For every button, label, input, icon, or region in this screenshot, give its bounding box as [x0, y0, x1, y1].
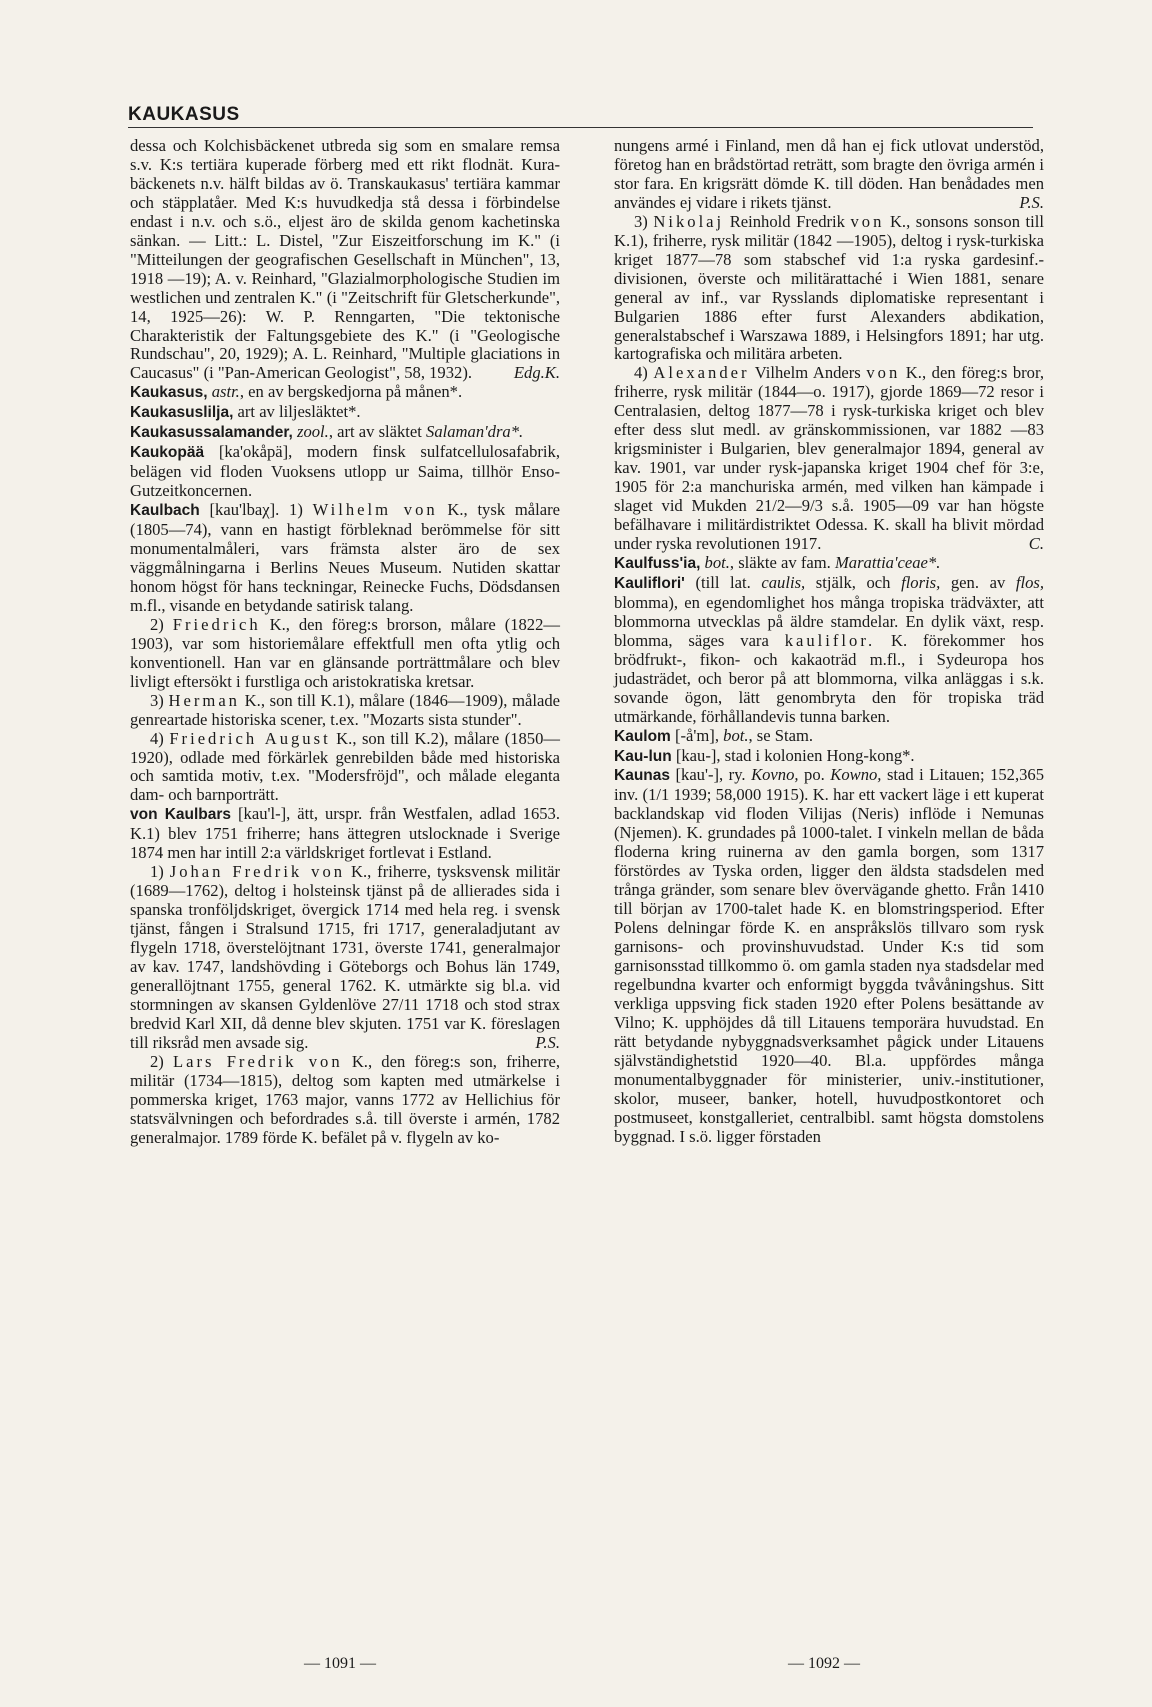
entry-kaulbars-1: 1) Johan Fredrik von K., friherre, tysksvensk militär (1689—1762), deltog i holsteinsk tjänst på de allierades sida i spanska tronföljdskriget, övergick 1714 med hela reg. i svensk tjänst, fången i Stralsund 1715, fri 1717, generaladjutant av flygeln 1718, överstelöjtnant 1731, överste 1741, generalmajor av kav. 1747, landshövding i Göteborgs och Bohus län 1749, generallöjtnant 1755, general 1762. K. utmärkte sig bl.a. vid stormningen av skansen Gyldenlöve 27/11 1718 och stod strax bredvid Karl XII, då denne blev skjuten. 1751 var K. föreslagen till riksråd men avsade sig. P.S.: [130, 862, 560, 1052]
entry-kaulbars-2: 2) Lars Fredrik von K., den föreg:s son, friherre, militär (1734—1815), deltog som kapten med utmärkelse i pommerska kriget, 1763 major, vanns 1772 av Hellichius för statsvälvningen och befordrades s.å. till överste i armén, 1782 generalmajor. 1789 förde K. befälet på v. flygeln av ko-: [130, 1051, 560, 1147]
page-number-right: — 1092 —: [788, 1655, 860, 1672]
headword: Kaukopää: [130, 444, 205, 462]
left-column: [130, 137, 560, 1148]
author-signature: C.: [1028, 534, 1044, 554]
entry-kaukasussalamander: Kaukasussalamander, zool., art av släktet Salaman'dra*.: [130, 422, 524, 442]
entry-kauliflori: Kauliflori' (till lat. caulis, stjälk, och floris, gen. av flos, blomma), en egendomlighet hos många tropiska trädväxter, att blommorna utvecklas på äldre stamdelar. En dylik växt, resp. blomma, säges vara kauliflor. K. förekommer hos brödfrukt-, fikon- och kakaoträd m.fl., i Sydeuropa hos judasträdet, och beror på att blommorna, vilka anläggas i s.k. sovande ögon, lätt genombryta den för tropiska träd utmärkande, förhållandevis tunna barken.: [614, 572, 1044, 726]
entry-continuation: nungens armé i Finland, men då han ej fick utlovat understöd, företog han en brådstörtad reträtt, som bragte den övriga armén i stor fara. En krigsrätt dömde K. till döden. Han benådades men användes ej vidare i rikets tjänst. P.S.: [614, 136, 1044, 212]
author-signature: P.S.: [1019, 192, 1044, 212]
headword: Kaulom: [614, 727, 671, 745]
headword: von Kaulbars: [130, 806, 232, 824]
entry-kaulbach-2: 2) Friedrich K., den föreg:s brorson, målare (1822—1903), var som historiemålare effektfull men ofta ytlig och konventionell. Han var en glänsande porträttmålare och blev livligt eftersökt i furstliga och aristokratiska kretsar.: [130, 614, 560, 691]
headword: Kau-lun: [614, 747, 672, 765]
entry-kaulbars-4: 4) Alexander Vilhelm Anders von K., den föreg:s bror, friherre, rysk militär (1844—o. 1917), gjorde 1869—72 resor i Centralasien, deltog 1877—78 i rysk-turkiska kriget och blev efter dess slut medl. av gränskommissionen, var 1882 —83 krigsminister i Bulgarien, blev generalmajor 1894, general av kav. 1901, var under rysk-japanska kriget 1904 chef för 3:e, 1905 för 2:a manchuriska armén, med vilken han kämpade i slaget vid Mukden 21/2—9/3 s.å. 1905—09 var han högste befälhavare i militärdistriktet Odessa. K. skall ha blivit mördad under ryska revolutionen 1917. C.: [614, 363, 1044, 554]
entry-kaunas: Kaunas [kau'-], ry. Kovno, po. Kowno, stad i Litauen; 152,365 inv. (1/1 1939; 58,000 1915). K. har ett vackert läge i ett kuperat backlandskap vid floden Vilijas (Neris) inflöde i Nemunas (Njemen). K. grundades på 1000-talet. I vinkeln mellan de båda floderna kring ruinerna av den gamla borgen, som 1317 förstördes av Tyska orden, ligger den äldsta stadsdelen med trånga gränder, som senare blev övervägande ghetto. Från 1410 till början av 1700-talet hade K. en blomstringsperiod. Efter Polens delningar förde K. en anspråkslös tillvaro som rysk garnisons- och provinshuvudstad. Under K:s tid som garnisonsstad tillkommo ö. om gamla staden nya stadsdelar med regelbundna kvarter och enformigt byggda tvåvåningshus. Sitt verkliga uppsving fick staden 1920 efter Polens besättande av Vilno; K. upphöjdes då till Litauens temporära huvudstad. En rätt betydande nybyggnadsverksamhet pågick under Litauens självständighetstid 1920—40. Bl.a. uppfördes många monumentalbyggnader för ministerier, univ.-institutioner, skolor, museer, banker, hotell, huvudpostkontoret och postmuseet, konstgalleriet, centralbibl. samt högsta domstolens byggnad. I s.ö. ligger förstaden: [614, 765, 1045, 1146]
header-rule: [128, 127, 1033, 128]
entry-kaukasus-astr: Kaukasus, astr., en av bergskedjorna på månen*.: [130, 382, 463, 402]
entry-kaulom: Kaulom [-å'm], bot., se Stam.: [614, 725, 814, 745]
author-signature: P.S.: [535, 1032, 560, 1052]
entry-kaukasuslilja: Kaukasuslilja, art av liljesläktet*.: [130, 402, 361, 422]
entry-kaulbach-3: 3) Herman K., son till K.1), målare (1846—1909), målade genreartade historiska scener, t.ex. "Mozarts sista stunder".: [130, 690, 560, 729]
author-signature: Edg.K.: [513, 363, 560, 383]
entry-kaulbars-3: 3) Nikolaj Reinhold Fredrik von K., sonsons sonson till K.1), friherre, rysk militär (1842 —1905), deltog i rysk-turkiska kriget 1877—78 som stabschef vid 1:a ryska gardesinf.-divisionen, överste och militärattaché i Wien 1881, senare general av inf., var Rysslands diplomatiske representant i Bulgarien 1886 efter furst Alexanders abdikation, generalstabschef i Warszawa 1889, i Helsingfors 1891; har utg. kartografiska och militära arbeten.: [614, 211, 1044, 364]
entry-kaulfussia: Kaulfuss'ia, bot., släkte av fam. Marattia'ceae*.: [614, 552, 941, 572]
headword: Kaulbach: [130, 502, 200, 520]
running-head: KAUKASUS: [128, 104, 240, 125]
entry-kaukopaa: Kaukopää [ka'okåpä], modern finsk sulfatcellulosafabrik, belägen vid floden Vuoksens utlopp ur Saima, tillhör Enso-Gutzeitkoncernen.: [130, 442, 560, 501]
headword: Kaunas: [614, 767, 670, 785]
page-number-left: — 1091 —: [304, 1655, 376, 1672]
entry-kaulbach: Kaulbach [kau'lbaχ]. 1) Wilhelm von K., tysk målare (1805—74), vann en hastigt förbleknad berömmelse för sitt monumentalmåleri, vars främsta alster äro de sex väggmålningarna i Berlins Neues Museum. Nutiden skattar honom högst för hans teckningar, Reinecke Fuchs, Dödsdansen m.fl., visande en betydande satirisk talang.: [130, 500, 560, 615]
headword: Kauliflori': [614, 574, 685, 592]
headword: Kaukasuslilja,: [130, 404, 234, 422]
entry-continuation: dessa och Kolchisbäckenet utbreda sig som en smalare remsa s.v. K:s tertiära kuperade förberg med ett rikt flodnät. Kura-bäckenets n.v. hälft bildas av ö. Transkaukasus' tertiära kammar och stäpplatåer. Med K:s huvudkedja stå dessa i förbindelse endast i n.v. och s.ö., eljest äro de skilda genom kachetinska sänkan. — Litt.: L. Distel, "Zur Eiszeitforschung im K." (i "Mitteilungen der geografischen Gesellschaft in München", 13, 1918 —19); A. v. Reinhard, "Glazialmorphologische Studien im westlichen und zentralen K." (i "Zeitschrift für Gletscherkunde", 14, 1925—26): W. P. Renngarten, "Die tektonische Charakteristik der Faltungsgebiete des K." (i "Geologische Rundschau", 20, 1929); A. L. Reinhard, "Multiple glaciations in Caucasus" (i "Pan-American Geologist", 58, 1932). Edg.K.: [130, 136, 560, 383]
entry-kau-lun: Kau-lun [kau-], stad i kolonien Hong-kong*.: [614, 745, 915, 765]
entry-kaulbach-4: 4) Friedrich August K., son till K.2), målare (1850—1920), odlade med förkärlek genrebilden både med historiska och samtida motiv, t.ex. "Modersfröjd", och målade eleganta dam- och barnporträtt.: [130, 728, 560, 805]
headword: Kaukasus,: [130, 384, 208, 402]
right-column: [614, 137, 1044, 1147]
entry-von-kaulbars: von Kaulbars [kau'l-], ätt, urspr. från Westfalen, adlad 1653. K.1) blev 1751 friherre; hans ättegren utslocknade i Sverige 1874 men har intill 2:a världskriget fortlevat i Estland.: [130, 804, 560, 863]
headword: Kaulfuss'ia,: [614, 554, 701, 572]
headword: Kaukasussalamander,: [130, 424, 293, 442]
